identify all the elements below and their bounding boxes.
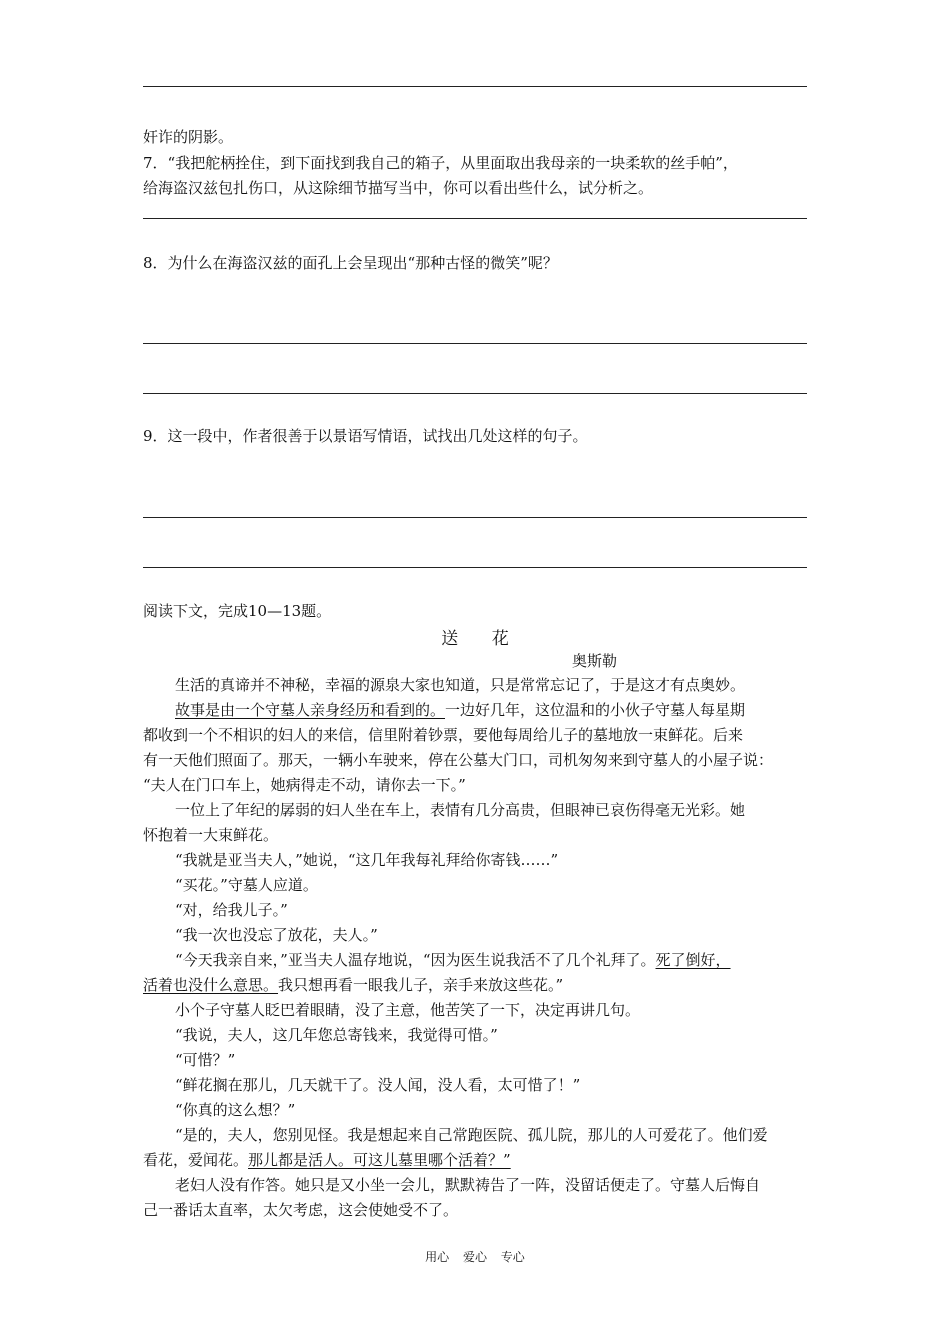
text-span: 我只想再看一眼我儿子，亲手来放这些花。”: [278, 976, 564, 994]
answer-line: [143, 218, 807, 219]
page-footer: 用心 爱心 专心: [425, 1250, 525, 1264]
passage-title: 送 花: [441, 629, 523, 649]
dialogue-line: “可惜？”: [175, 1051, 236, 1069]
paragraph-line: 己一番话太直率，太欠考虑，这会使她受不了。: [143, 1201, 459, 1219]
text-span: 看花，爱闻花。: [143, 1151, 249, 1169]
dialogue-line: [143, 950, 839, 970]
underlined-sentence: 故事是由一个守墓人亲身经历和看到的。: [175, 701, 446, 719]
answer-line: [143, 86, 807, 87]
paragraph-line: 一位上了年纪的孱弱的妇人坐在车上，表情有几分高贵，但眼神已哀伤得毫无光彩。她: [175, 801, 746, 819]
dialogue-line: “你真的这么想？”: [175, 1101, 296, 1119]
question-9: 9．这一段中，作者很善于以景语写情语，试找出几处这样的句子。: [143, 427, 588, 445]
paragraph-line: 生活的真谛并不神秘，幸福的源泉大家也知道，只是常常忘记了，于是这才有点奥妙。: [175, 676, 746, 694]
paragraph-line: 有一天他们照面了。那天，一辆小车驶来，停在公墓大门口，司机匆匆来到守墓人的小屋子说：: [143, 751, 774, 769]
underlined-sentence: 死了倒好，: [655, 951, 731, 969]
dialogue-line: “我说，夫人，这几年您总寄钱来，我觉得可惜。”: [175, 1026, 498, 1044]
question-8: 8．为什么在海盗汉兹的面孔上会呈现出“那种古怪的微笑”呢？: [143, 254, 558, 272]
dialogue-line: “对，给我儿子。”: [175, 901, 288, 919]
paragraph-line: 小个子守墓人眨巴着眼睛，没了主意，他苦笑了一下，决定再讲几句。: [175, 1001, 641, 1019]
dialogue-line: [143, 975, 807, 995]
dialogue-line: [143, 1150, 807, 1170]
dialogue-line: “我一次也没忘了放花，夫人。”: [175, 926, 378, 944]
dialogue-line: “我就是亚当夫人，”她说，“这几年我每礼拜给你寄钱……”: [175, 851, 559, 869]
paragraph-line: 怀抱着一大束鲜花。: [143, 826, 279, 844]
paragraph-line: “夫人在门口车上，她病得走不动，请你去一下。”: [143, 776, 466, 794]
reading-intro: 阅读下文，完成10—13题。: [143, 602, 332, 620]
question-7-cont: 给海盗汉兹包扎伤口，从这除细节描写当中，你可以看出些什么，试分析之。: [143, 179, 654, 197]
dialogue-line: “鲜花搁在那儿，几天就干了。没人闻，没人看，太可惜了！”: [175, 1076, 581, 1094]
paragraph-line: [143, 700, 839, 720]
underlined-sentence: 那儿都是活人。可这儿墓里哪个活着？”: [248, 1151, 511, 1169]
answer-line: [143, 393, 807, 394]
passage-author: 奥斯勒: [572, 652, 618, 670]
answer-line: [143, 567, 807, 568]
dialogue-line: “是的，夫人，您别见怪。我是想起来自己常跑医院、孤儿院，那儿的人可爱花了。他们爱: [175, 1126, 768, 1144]
underlined-sentence: 活着也没什么意思。: [143, 976, 279, 994]
dialogue-line: “买花。”守墓人应道。: [175, 876, 318, 894]
text-span: 一边好几年，这位温和的小伙子守墓人每星期: [445, 701, 746, 719]
paragraph-line: 都收到一个不相识的妇人的来信，信里附着钞票，要他每周给儿子的墓地放一束鲜花。后来: [143, 726, 744, 744]
question-7: 7．“我把舵柄拴住，到下面找到我自己的箱子，从里面取出我母亲的一块柔软的丝手帕”，: [143, 154, 738, 172]
answer-line: [143, 517, 807, 518]
answer-line: [143, 343, 807, 344]
text-line: 奸诈的阴影。: [143, 128, 234, 146]
paragraph-line: 老妇人没有作答。她只是又小坐一会儿，默默祷告了一阵，没留话便走了。守墓人后悔自: [175, 1176, 761, 1194]
text-span: “今天我亲自来，”亚当夫人温存地说，“因为医生说我活不了几个礼拜了。: [175, 951, 656, 969]
